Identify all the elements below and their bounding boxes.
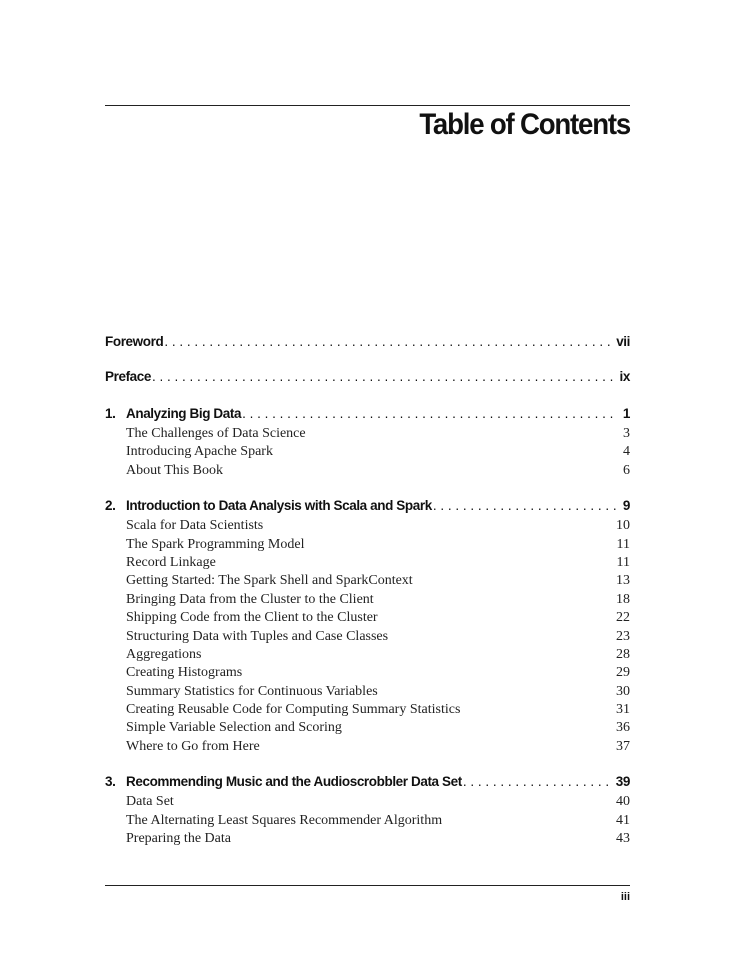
section-title: Introducing Apache Spark <box>126 444 273 460</box>
toc-section[interactable] <box>105 702 630 720</box>
chapter-number: 3. <box>105 774 116 790</box>
section-page: 18 <box>616 591 630 607</box>
page-title: Table of Contents <box>419 108 630 141</box>
toc-section[interactable] <box>105 647 630 665</box>
toc-section[interactable] <box>105 665 630 683</box>
toc-section[interactable] <box>105 629 630 647</box>
toc-section[interactable] <box>105 739 630 757</box>
toc-chapter-3[interactable] <box>105 774 630 794</box>
toc-entry-page: ix <box>619 369 630 384</box>
section-page: 22 <box>616 610 630 626</box>
chapter-page: 39 <box>615 774 630 790</box>
toc-section[interactable] <box>105 573 630 591</box>
chapter-title: Recommending Music and the Audioscrobbler Data Set <box>126 774 462 790</box>
bottom-rule <box>105 885 630 886</box>
section-page: 43 <box>616 831 630 847</box>
section-page: 10 <box>616 518 630 534</box>
section-title: Simple Variable Selection and Scoring <box>126 720 342 736</box>
section-page: 40 <box>616 794 630 810</box>
chapter-page: 1 <box>622 406 630 421</box>
section-page: 36 <box>616 720 630 736</box>
page-number: iii <box>620 891 630 903</box>
section-page: 31 <box>616 702 630 718</box>
section-page: 23 <box>616 628 630 644</box>
section-title: About This Book <box>126 462 223 478</box>
chapter-number: 1. <box>105 406 116 421</box>
leader-dots <box>152 369 614 384</box>
section-page: 11 <box>616 554 630 570</box>
section-title: Creating Reusable Code for Computing Summary Statistics <box>126 702 461 718</box>
toc-entry-page: vii <box>616 334 630 349</box>
toc-section[interactable] <box>105 610 630 628</box>
section-title: Bringing Data from the Cluster to the Client <box>126 591 374 607</box>
toc-chapter-2[interactable] <box>105 498 630 518</box>
leader-dots <box>164 334 610 349</box>
toc-entry-foreword[interactable] <box>105 334 630 354</box>
section-page: 6 <box>623 462 630 478</box>
section-title: Summary Statistics for Continuous Variables <box>126 683 378 699</box>
toc-list <box>105 334 630 849</box>
section-page: 29 <box>616 665 630 681</box>
toc-chapter-1[interactable] <box>105 406 630 426</box>
chapter-number: 2. <box>105 498 116 514</box>
toc-section[interactable] <box>105 426 630 444</box>
section-title: The Spark Programming Model <box>126 536 305 552</box>
toc-section[interactable] <box>105 720 630 738</box>
leader-dots <box>433 498 617 513</box>
chapter-title: Introduction to Data Analysis with Scala and Spark <box>126 498 432 514</box>
leader-dots <box>242 406 617 421</box>
toc-section[interactable] <box>105 555 630 573</box>
section-page: 28 <box>616 646 630 662</box>
section-title: Data Set <box>126 794 174 810</box>
section-title: Preparing the Data <box>126 831 231 847</box>
section-page: 37 <box>616 738 630 754</box>
section-page: 4 <box>623 444 630 460</box>
toc-section[interactable] <box>105 684 630 702</box>
toc-section[interactable] <box>105 794 630 812</box>
section-title: The Alternating Least Squares Recommender Algorithm <box>126 812 443 828</box>
section-title: Record Linkage <box>126 554 216 570</box>
chapter-title: Analyzing Big Data <box>126 406 242 421</box>
section-title: Structuring Data with Tuples and Case Classes <box>126 628 389 644</box>
toc-section[interactable] <box>105 518 630 536</box>
toc-section[interactable] <box>105 831 630 849</box>
section-title: The Challenges of Data Science <box>126 426 306 441</box>
section-title: Aggregations <box>126 646 202 662</box>
toc-entry-label: Foreword <box>105 334 164 349</box>
toc-entry-label: Preface <box>105 369 151 384</box>
toc-section[interactable] <box>105 592 630 610</box>
toc-section[interactable] <box>105 444 630 462</box>
leader-dots <box>463 774 610 789</box>
toc-section[interactable] <box>105 813 630 831</box>
toc-section[interactable] <box>105 463 630 481</box>
section-title: Creating Histograms <box>126 665 243 681</box>
section-page: 11 <box>616 536 630 552</box>
section-title: Getting Started: The Spark Shell and SparkContext <box>126 573 413 589</box>
section-title: Shipping Code from the Client to the Cluster <box>126 610 378 626</box>
section-page: 41 <box>616 812 630 828</box>
toc-entry-preface[interactable] <box>105 369 630 389</box>
section-title: Scala for Data Scientists <box>126 518 264 534</box>
top-rule <box>105 105 630 106</box>
chapter-page: 9 <box>622 498 630 514</box>
section-title: Where to Go from Here <box>126 738 260 754</box>
section-page: 3 <box>623 426 630 441</box>
section-page: 13 <box>616 573 630 589</box>
toc-section[interactable] <box>105 537 630 555</box>
section-page: 30 <box>616 683 630 699</box>
